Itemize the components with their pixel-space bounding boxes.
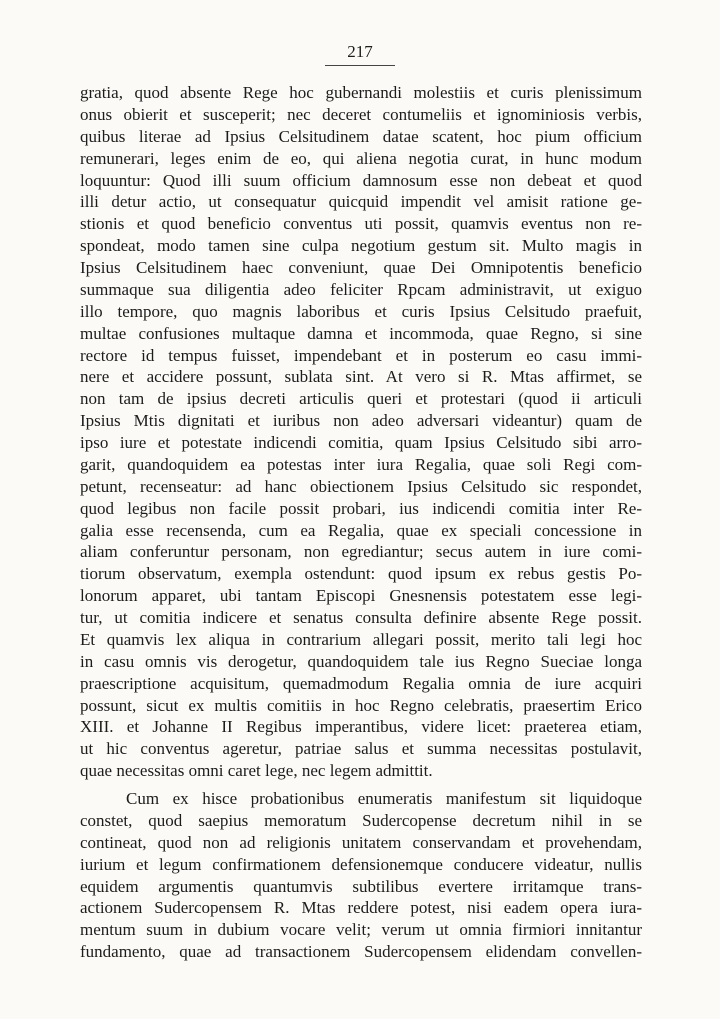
page-number-text: 217 — [325, 42, 395, 66]
text-line: tur, ut comitia indicere et senatus consulta definire absente Rege possit. — [80, 608, 642, 627]
text-line: stionis et quod beneficio conventus uti possit, quamvis eventus non re- — [80, 214, 642, 234]
text-line: galia esse recensenda, cum ea Regalia, quae ex speciali concessione in — [80, 520, 642, 540]
text-line: ipso iure et potestate indicendi comitia, quam Ipsius Celsitudo sibi arro- — [80, 433, 642, 452]
text-line: summaque sua diligentia adeo feliciter Rpcam administravit, ut exiguo — [80, 279, 642, 299]
text-line: Et quamvis lex aliqua in contrarium allegari possit, merito tali legi hoc — [80, 629, 642, 649]
text-line: XIII. et Johanne II Regibus imperantibus, videre licet: praeterea etiam, — [80, 717, 642, 737]
text-line: in casu omnis vis derogetur, quandoquidem tale ius Regno Sueciae longa — [80, 651, 642, 671]
text-line: fundamento, quae ad transactionem Sudercopensem elidendam convellen- — [80, 942, 642, 962]
body-text — [80, 82, 642, 963]
paragraph-2 — [80, 788, 642, 963]
text-line: praescriptione acquisitum, quemadmodum Regalia omnia de iure acquiri — [80, 673, 642, 693]
text-line: Ipsius Mtis dignitati et iuribus non adeo adversari videantur) quam de — [80, 411, 642, 431]
text-line: nere et accidere possunt, sublata sint. At vero si R. Mtas affirmet, se — [80, 367, 642, 387]
text-line: ut hic conventus ageretur, patriae salus et summa necessitas postulavit, — [80, 739, 642, 759]
page-number — [0, 42, 720, 66]
text-line: iurium et legum confirmationem defensionemque conducere videatur, nullis — [80, 854, 642, 874]
text-line: aliam conferuntur personam, non egrediantur; secus autem in iure comi- — [80, 542, 642, 562]
text-line: Ipsius Celsitudinem haec conveniunt, quae Dei Omnipotentis beneficio — [80, 258, 642, 277]
text-line: rectore id tempus fuisset, impendebant et in posterum eo casu immi- — [80, 345, 642, 365]
text-line: garit, quandoquidem ea potestas inter iura Regalia, quae soli Regi com- — [80, 454, 642, 474]
text-line: illi detur actio, ut consequatur quicquid impendit vel amisit ratione ge- — [80, 192, 642, 212]
text-line: gratia, quod absente Rege hoc gubernandi molestiis et curis plenissimum — [80, 83, 642, 102]
text-line: quae necessitas omni caret lege, nec legem admittit. — [80, 761, 433, 781]
text-line: constet, quod saepius memoratum Sudercopense decretum nihil in se — [80, 810, 642, 830]
text-line: mentum suum in dubium vocare velit; verum ut omnia firmiori innitantur — [80, 920, 642, 940]
text-line: actionem Sudercopensem R. Mtas reddere potest, nisi eadem opera iura- — [80, 898, 642, 918]
text-line: remunerari, leges enim de eo, qui aliena negotia curat, in hunc modum — [80, 148, 642, 168]
text-line: loquuntur: Quod illi suum officium damnosum esse non debeat et quod — [80, 170, 642, 190]
text-line: quibus literae ad Ipsius Celsitudinem datae scatent, hoc pium officium — [80, 126, 642, 146]
text-line: Cum ex hisce probationibus enumeratis manifestum sit liquidoque — [126, 789, 642, 808]
text-line: tiorum observatum, exempla ostendunt: quod ipsum ex rebus gestis Po- — [80, 564, 642, 584]
text-line: onus obierit et susceperit; nec deceret contumeliis et ignominiosis verbis, — [80, 104, 642, 124]
text-line: multae confusiones multaque damna et incommoda, quae Regno, si sine — [80, 323, 642, 343]
paragraph-1 — [80, 82, 642, 782]
text-line: possunt, sicut ex multis comitiis in hoc Regno celebratis, praesertim Erico — [80, 695, 642, 715]
text-line: non tam de ipsius decreti articulis queri et protestari (quod ii articuli — [80, 389, 642, 409]
text-line: lonorum apparet, ubi tantam Episcopi Gnesnensis potestatem esse legi- — [80, 586, 642, 606]
text-line: equidem argumentis quantumvis subtilibus evertere irritamque trans- — [80, 876, 642, 896]
text-line: spondeat, modo tamen sine culpa negotium gestum sit. Multo magis in — [80, 236, 642, 256]
text-line: illo tempore, quo magnis laboribus et curis Ipsius Celsitudo praefuit, — [80, 301, 642, 321]
text-line: quod legibus non facile possit probari, ius indicendi comitia inter Re- — [80, 498, 642, 518]
text-line: contineat, quod non ad religionis unitatem conservandam et provehendam, — [80, 832, 642, 852]
text-line: petunt, recenseatur: ad hanc obiectionem Ipsius Celsitudo sic respondet, — [80, 476, 642, 496]
